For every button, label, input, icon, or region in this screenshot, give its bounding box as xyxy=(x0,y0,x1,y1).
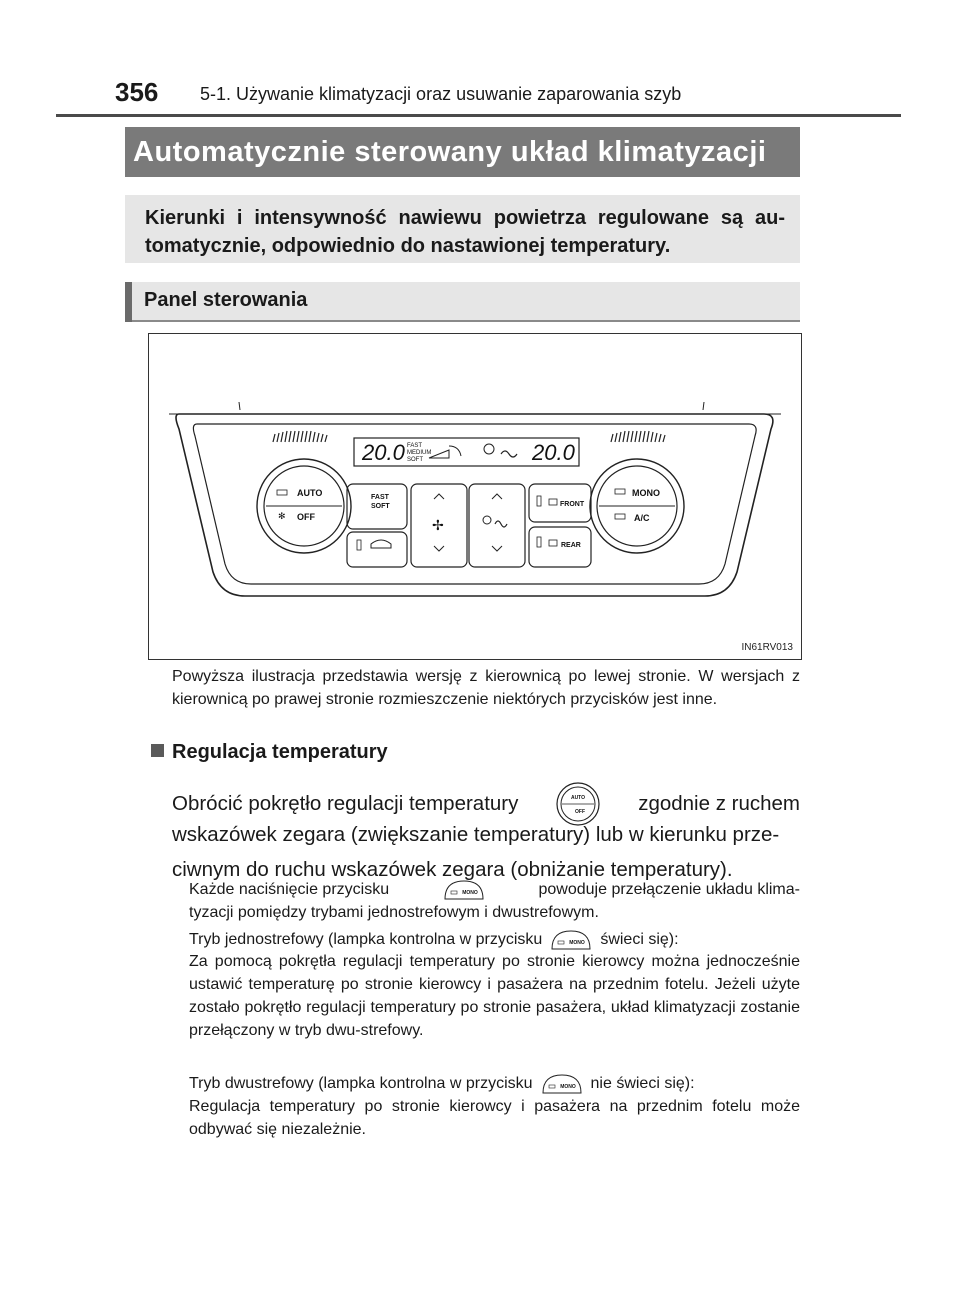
mono-button-icon xyxy=(441,879,487,901)
intro-text: Kierunki i intensywność nawiewu powietrza regulowane są au-tomatycznie, odpowiednio do nastawionej temperatury. xyxy=(145,207,785,257)
note-1-text-a: Każde naciśnięcie przycisku xyxy=(189,881,390,898)
recirculation-button[interactable] xyxy=(347,532,407,567)
temperature-heading-text: Regulacja temperatury xyxy=(172,741,388,763)
auto-button-label: AUTO xyxy=(297,488,323,498)
note-2-text-b: świeci się): xyxy=(600,931,679,948)
rear-label: REAR xyxy=(561,542,581,549)
mono-icon-label: MONO xyxy=(462,889,478,896)
figure-caption: Powyższa ilustracja przedstawia wersję z kierownicą po lewej stronie. W wersjach z kierownicą po prawej stronie rozmieszczenie niektórych przycisków jest inne. xyxy=(172,668,800,708)
front-label: FRONT xyxy=(560,501,585,508)
instruction-text-b: zgodnie z ruchem xyxy=(638,792,800,815)
mono-icon-label: MONO xyxy=(559,1083,576,1090)
control-panel-illustration xyxy=(148,333,802,660)
panel-section-title: Panel sterowania xyxy=(144,289,308,311)
note-3-line-1 xyxy=(189,1072,800,1095)
instruction-line-3: ciwnym do ruchu wskazówek zegara (obniżanie temperatury). xyxy=(172,858,733,881)
mono-button-icon xyxy=(539,1073,585,1095)
rear-defrost-icon xyxy=(549,540,557,546)
mono-icon-label: MONO xyxy=(569,939,586,946)
section-marker xyxy=(125,282,132,322)
right-temp-readout: 20.0 xyxy=(532,440,575,465)
note-2-body: Za pomocą pokrętła regulacji temperatury po stronie kierowcy można jednocześnie ustawić temperaturę po stronie kierowcy i pasażera na przednim fotelu. Jeżeli użyte zostało pokrętło regulacji temperatury po stronie pasażera, układ klimatyzacji zostanie przełączony w tryb dwu-strefowy. xyxy=(189,953,800,1039)
fan-small-icon: ✻ xyxy=(278,512,286,522)
note-1-line-2: tyzacji pomiędzy trybami jednostrefowym i dwustrefowym. xyxy=(189,904,599,921)
header-rule xyxy=(56,114,901,117)
front-defrost-icon xyxy=(549,499,557,505)
instruction-line-1 xyxy=(172,781,800,827)
page-header xyxy=(0,0,960,120)
airflow-mode-button[interactable] xyxy=(469,484,525,567)
panel-section-header xyxy=(125,282,800,322)
off-button-label: OFF xyxy=(297,512,315,522)
page-number: 356 xyxy=(115,77,159,107)
control-panel-drawing xyxy=(149,334,801,659)
note-2-line-1 xyxy=(189,928,800,951)
note-1-text-b: powoduje przełączenie układu klima- xyxy=(538,881,800,898)
fan-icon: ✢ xyxy=(432,518,444,534)
section-reference: 5-1. Używanie klimatyzacji oraz usuwanie zaparowania szyb xyxy=(200,84,682,104)
fan-mode-soft: SOFT xyxy=(407,457,423,463)
mono-button-label: MONO xyxy=(632,488,660,498)
fan-mode-fast: FAST xyxy=(407,443,423,449)
temperature-heading xyxy=(151,741,388,764)
instruction-text-a: Obrócić pokrętło regulacji temperatury xyxy=(172,792,519,815)
page-title-box xyxy=(125,127,800,177)
note-3-text-a: Tryb dwustrefowy (lampka kontrolna w przycisku xyxy=(189,1075,533,1092)
intro-box xyxy=(125,195,800,263)
ac-button-label: A/C xyxy=(634,513,650,523)
temp-knob-icon xyxy=(552,781,604,827)
fast-label: FAST xyxy=(371,494,389,501)
left-temp-readout: 20.0 xyxy=(362,440,405,465)
knob-icon-auto: AUTO xyxy=(571,795,586,801)
note-2-text-a: Tryb jednostrefowy (lampka kontrolna w przycisku xyxy=(189,931,543,948)
instruction-line-2: wskazówek zegara (zwiększanie temperatury) lub w kierunku prze- xyxy=(172,823,780,846)
note-3-body: Regulacja temperatury po stronie kierowcy i pasażera na przednim fotelu może odbywać się niezależnie. xyxy=(189,1098,800,1138)
figure-code: IN61RV013 xyxy=(741,642,793,653)
knob-icon-off: OFF xyxy=(575,809,586,815)
mono-button-icon xyxy=(548,929,594,951)
fan-mode-medium: MEDIUM xyxy=(407,450,432,456)
note-3-text-b: nie świeci się): xyxy=(590,1075,695,1092)
note-1-line-1 xyxy=(189,878,800,901)
soft-label: SOFT xyxy=(371,503,390,510)
page-title: Automatycznie sterowany układ klimatyzacji xyxy=(133,136,767,168)
heading-bullet xyxy=(151,744,164,757)
recirculation-icon xyxy=(371,540,391,548)
